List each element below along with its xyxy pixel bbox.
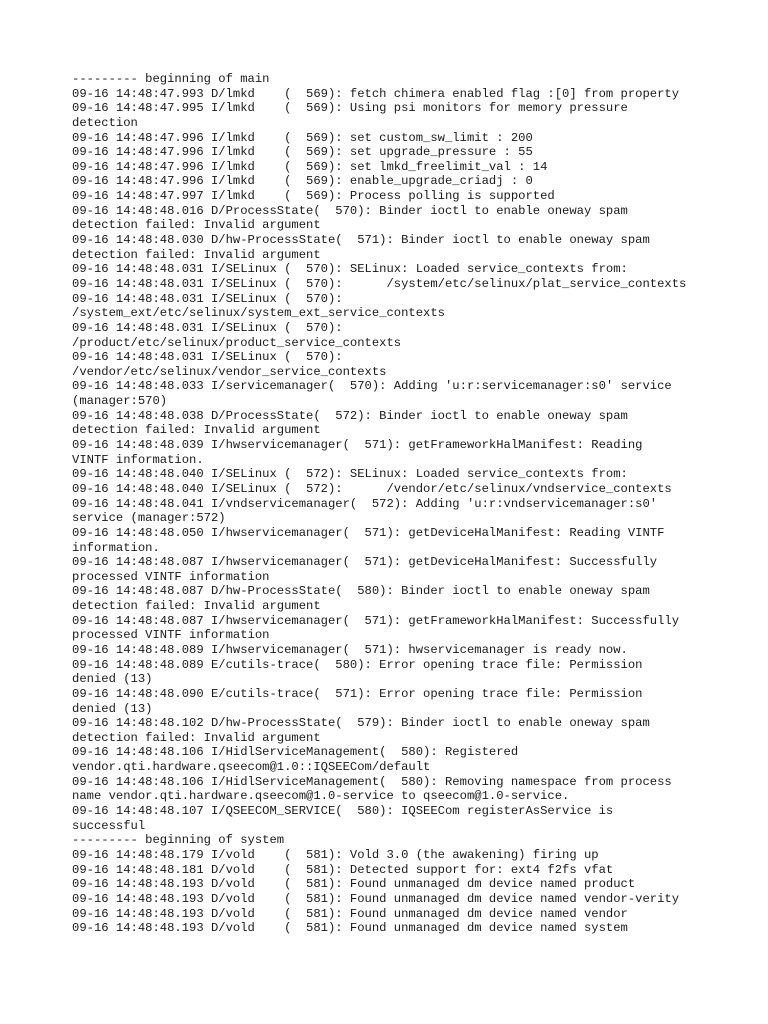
log-line: detection failed: Invalid argument <box>72 730 321 745</box>
log-line: 09-16 14:48:48.039 I/hwservicemanager( 571): getFrameworkHalManifest: Reading <box>72 438 643 453</box>
log-line: denied (13) <box>72 672 153 687</box>
log-line: denied (13) <box>72 701 153 716</box>
log-line: 09-16 14:48:48.181 D/vold ( 581): Detected support for: ext4 f2fs vfat <box>72 862 614 877</box>
log-line: name vendor.qti.hardware.qseecom@1.0-service to qseecom@1.0-service. <box>72 789 570 804</box>
log-line: 09-16 14:48:48.087 I/hwservicemanager( 571): getDeviceHalManifest: Successfully <box>72 555 658 570</box>
log-line: detection failed: Invalid argument <box>72 423 321 438</box>
log-line: 09-16 14:48:48.033 I/servicemanager( 570): Adding 'u:r:servicemanager:s0' service <box>72 379 672 394</box>
log-line: vendor.qti.hardware.qseecom@1.0::IQSEECom/default <box>72 760 431 775</box>
log-line: 09-16 14:48:48.193 D/vold ( 581): Found unmanaged dm device named vendor-verity <box>72 891 680 906</box>
log-line: 09-16 14:48:48.040 I/SELinux ( 572): /vendor/etc/selinux/vndservice_contexts <box>72 481 672 496</box>
log-line: 09-16 14:48:48.030 D/hw-ProcessState( 571): Binder ioctl to enable oneway spam <box>72 233 650 248</box>
log-line: 09-16 14:48:48.106 I/HidlServiceManagement( 580): Registered <box>72 745 519 760</box>
log-line: 09-16 14:48:48.031 I/SELinux ( 570): <box>72 320 343 335</box>
log-line: information. <box>72 540 160 555</box>
log-line: detection failed: Invalid argument <box>72 247 321 262</box>
log-line: /vendor/etc/selinux/vendor_service_contexts <box>72 364 387 379</box>
log-line: 09-16 14:48:47.996 I/lmkd ( 569): set custom_sw_limit : 200 <box>72 130 533 145</box>
log-line: 09-16 14:48:47.997 I/lmkd ( 569): Process polling is supported <box>72 189 555 204</box>
log-line: 09-16 14:48:48.016 D/ProcessState( 570): Binder ioctl to enable oneway spam <box>72 203 628 218</box>
log-line: processed VINTF information <box>72 569 270 584</box>
log-line: 09-16 14:48:48.090 E/cutils-trace( 571): Error opening trace file: Permission <box>72 686 643 701</box>
log-line: 09-16 14:48:48.031 I/SELinux ( 570): <box>72 350 343 365</box>
log-line: 09-16 14:48:48.038 D/ProcessState( 572): Binder ioctl to enable oneway spam <box>72 408 628 423</box>
log-line: successful <box>72 818 146 833</box>
log-line: 09-16 14:48:48.193 D/vold ( 581): Found unmanaged dm device named vendor <box>72 906 628 921</box>
log-line: detection failed: Invalid argument <box>72 599 321 614</box>
log-text-body <box>72 72 732 936</box>
log-line: 09-16 14:48:48.031 I/SELinux ( 570): /system/etc/selinux/plat_service_contexts <box>72 276 687 291</box>
log-line: 09-16 14:48:48.040 I/SELinux ( 572): SELinux: Loaded service_contexts from: <box>72 467 628 482</box>
log-line: 09-16 14:48:47.995 I/lmkd ( 569): Using psi monitors for memory pressure <box>72 101 628 116</box>
log-line: 09-16 14:48:48.102 D/hw-ProcessState( 579): Binder ioctl to enable oneway spam <box>72 716 650 731</box>
log-line: 09-16 14:48:48.089 E/cutils-trace( 580): Error opening trace file: Permission <box>72 657 643 672</box>
log-line: 09-16 14:48:48.087 I/hwservicemanager( 571): getFrameworkHalManifest: Successfully <box>72 613 680 628</box>
log-line: --------- beginning of system <box>72 833 285 848</box>
log-line: 09-16 14:48:47.996 I/lmkd ( 569): set lmkd_freelimit_val : 14 <box>72 159 548 174</box>
log-line: 09-16 14:48:47.993 D/lmkd ( 569): fetch chimera enabled flag :[0] from property <box>72 86 680 101</box>
log-line: VINTF information. <box>72 452 204 467</box>
log-line: processed VINTF information <box>72 628 270 643</box>
log-line: --------- beginning of main <box>72 72 270 86</box>
log-line: 09-16 14:48:48.089 I/hwservicemanager( 571): hwservicemanager is ready now. <box>72 642 628 657</box>
log-document <box>72 72 732 936</box>
log-line: 09-16 14:48:47.996 I/lmkd ( 569): enable_upgrade_criadj : 0 <box>72 174 533 189</box>
log-line: 09-16 14:48:48.106 I/HidlServiceManagement( 580): Removing namespace from process <box>72 774 672 789</box>
log-line: service (manager:572) <box>72 511 226 526</box>
log-line: /product/etc/selinux/product_service_contexts <box>72 335 402 350</box>
log-line: detection <box>72 115 138 130</box>
log-line: (manager:570) <box>72 394 168 409</box>
log-line: 09-16 14:48:48.087 D/hw-ProcessState( 580): Binder ioctl to enable oneway spam <box>72 584 650 599</box>
log-line: 09-16 14:48:48.050 I/hwservicemanager( 571): getDeviceHalManifest: Reading VINTF <box>72 525 665 540</box>
log-line: 09-16 14:48:48.107 I/QSEECOM_SERVICE( 580): IQSEECom registerAsService is <box>72 804 614 819</box>
log-line: 09-16 14:48:48.031 I/SELinux ( 570): <box>72 291 343 306</box>
log-line: 09-16 14:48:47.996 I/lmkd ( 569): set upgrade_pressure : 55 <box>72 145 533 160</box>
log-line: 09-16 14:48:48.041 I/vndservicemanager( 572): Adding 'u:r:vndservicemanager:s0' <box>72 496 658 511</box>
log-line: 09-16 14:48:48.193 D/vold ( 581): Found unmanaged dm device named system <box>72 921 628 936</box>
log-line: 09-16 14:48:48.193 D/vold ( 581): Found unmanaged dm device named product <box>72 877 636 892</box>
log-line: 09-16 14:48:48.031 I/SELinux ( 570): SELinux: Loaded service_contexts from: <box>72 262 628 277</box>
log-line: detection failed: Invalid argument <box>72 218 321 233</box>
log-line: /system_ext/etc/selinux/system_ext_service_contexts <box>72 306 445 321</box>
log-line: 09-16 14:48:48.179 I/vold ( 581): Vold 3.0 (the awakening) firing up <box>72 847 599 862</box>
